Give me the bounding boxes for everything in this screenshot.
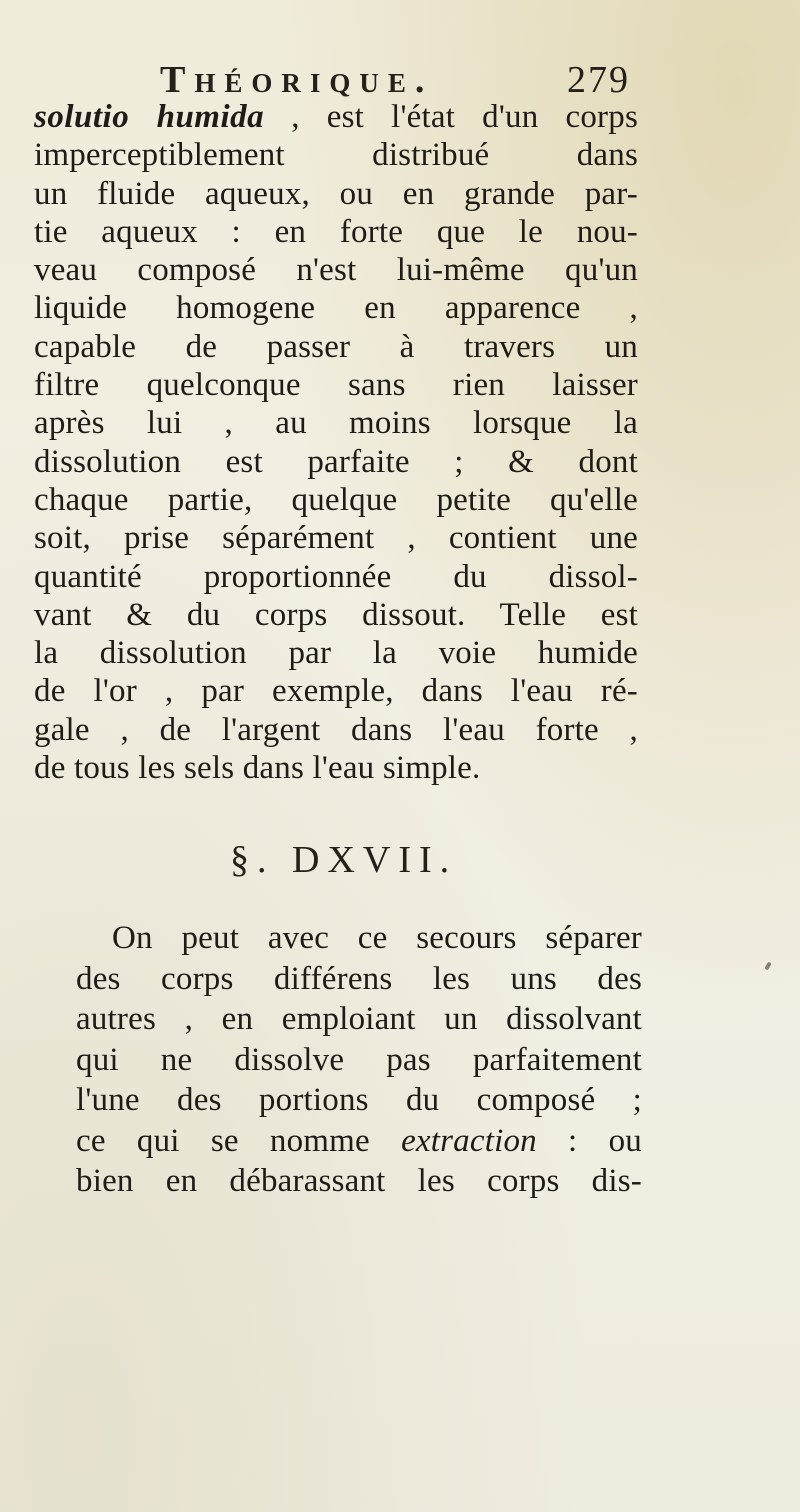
- text-line: imperceptiblement distribué dans: [34, 137, 638, 174]
- text-line: la dissolution par la voie humide: [34, 635, 638, 672]
- paper-speck: [764, 962, 771, 971]
- text-line: de l'or , par exemple, dans l'eau ré-: [34, 673, 638, 710]
- text-line: autres , en emploiant un dissolvant: [76, 1001, 642, 1037]
- text-line: filtre quelconque sans rien laisser: [34, 367, 638, 404]
- text-line: un fluide aqueux, ou en grande par-: [34, 175, 638, 212]
- italic-term: extraction: [401, 1122, 537, 1159]
- text-line: veau composé n'est lui-même qu'un: [34, 252, 638, 289]
- text-line: On peut avec ce secours séparer: [112, 920, 642, 956]
- text-line: ce qui se nomme extraction : ou: [76, 1122, 643, 1159]
- lead-term: solutio humida: [34, 99, 265, 135]
- running-title: Théorique.: [160, 59, 434, 101]
- text-line: liquide homogene en apparence ,: [34, 290, 638, 327]
- text-line: quantité proportionnée du dissol-: [34, 558, 638, 595]
- text-line: après lui , au moins lorsque la: [34, 405, 638, 442]
- text-line: capable de passer à travers un: [34, 328, 638, 365]
- text-line: vant & du corps dissout. Telle est: [34, 596, 638, 633]
- text-line: qui ne dissolve pas parfaitement: [76, 1041, 642, 1078]
- section-heading: §. DXVII.: [230, 839, 458, 881]
- text-line: tie aqueux : en forte que le nou-: [34, 213, 638, 250]
- text-line: l'une des portions du composé ;: [76, 1082, 642, 1118]
- paragraph-solutio-humida: [34, 98, 638, 787]
- paragraph-extraction: [76, 918, 642, 1202]
- running-head: [150, 58, 630, 102]
- text-line: chaque partie, quelque petite qu'elle: [34, 481, 638, 518]
- text-line: gale , de l'argent dans l'eau forte ,: [34, 711, 638, 748]
- text-line: bien en débarassant les corps dis-: [76, 1163, 642, 1199]
- text-line: des corps différens les uns des: [76, 960, 642, 997]
- text-line: dissolution est parfaite ; & dont: [34, 443, 638, 480]
- text-line: soit, prise séparément , contient une: [34, 520, 638, 557]
- page-number: 279: [567, 59, 630, 101]
- text-line: de tous les sels dans l'eau simple.: [34, 750, 481, 787]
- text-line: solutio humida , est l'état d'un corps: [34, 99, 638, 135]
